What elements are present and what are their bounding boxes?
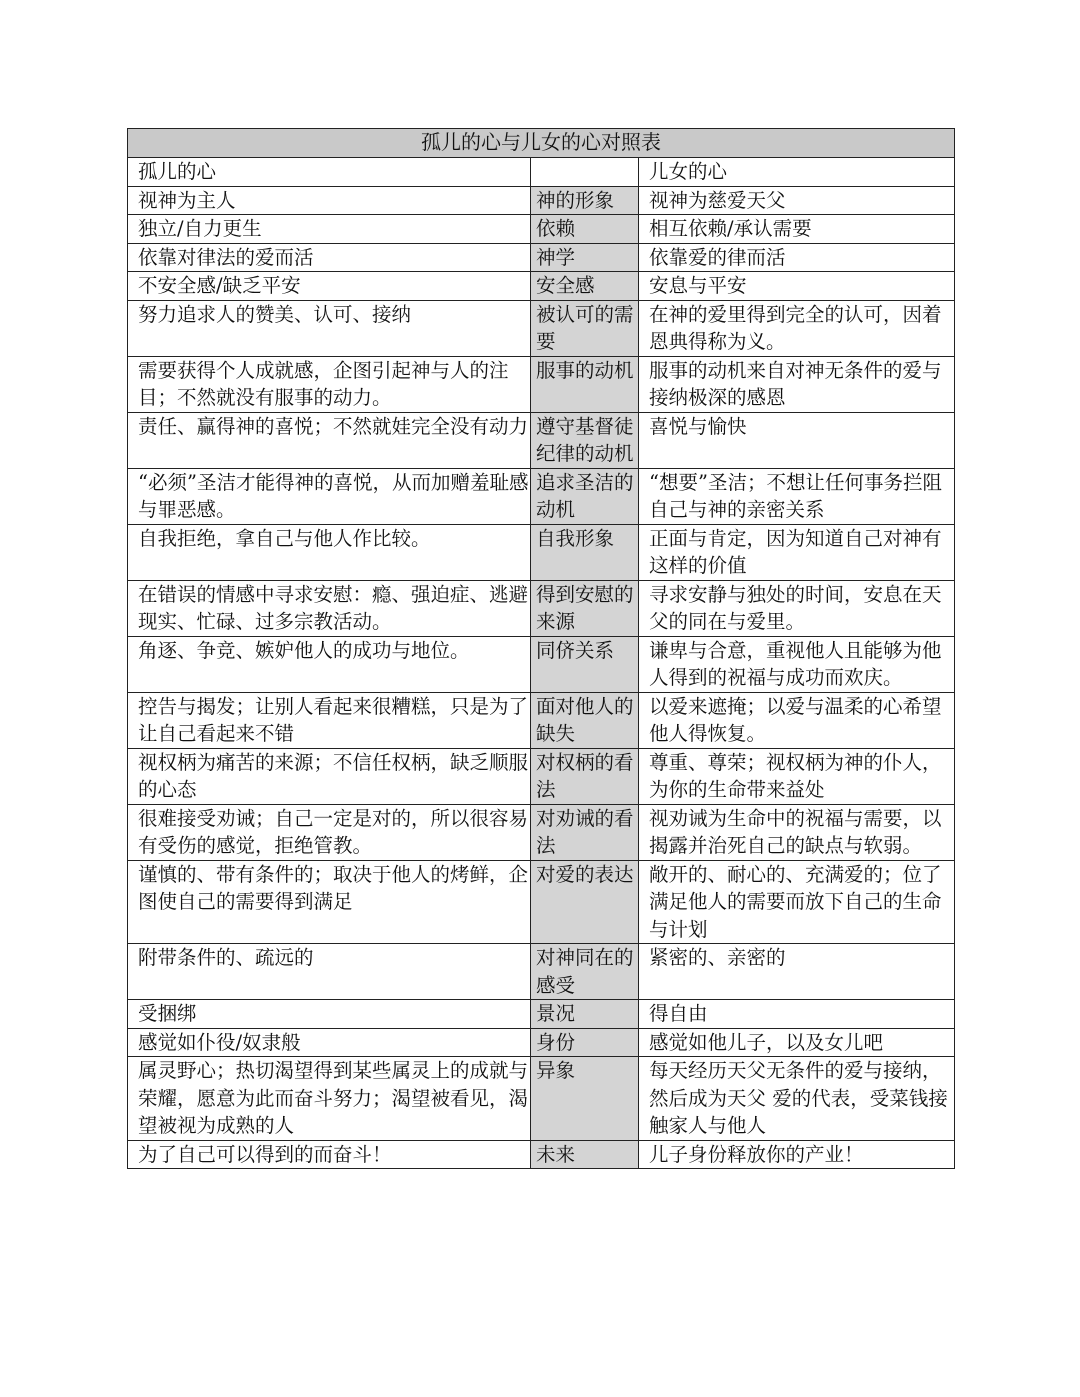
row-children-cell: 紧密的、亲密的 bbox=[639, 944, 955, 1000]
header-children-heart: 儿女的心 bbox=[639, 158, 955, 187]
table-row bbox=[128, 1140, 955, 1169]
header-orphan-heart: 孤儿的心 bbox=[128, 158, 531, 187]
row-orphan-cell: 责任、赢得神的喜悦；不然就娃完全没有动力 bbox=[128, 412, 531, 468]
table-row bbox=[128, 692, 955, 748]
row-aspect-cell: 遵守基督徒纪律的动机 bbox=[531, 412, 639, 468]
row-children-cell: 安息与平安 bbox=[639, 272, 955, 301]
table-row bbox=[128, 215, 955, 244]
table-row bbox=[128, 1028, 955, 1057]
row-children-cell: 视劝诫为生命中的祝福与需要，以揭露并治死自己的缺点与软弱。 bbox=[639, 804, 955, 860]
table-row bbox=[128, 944, 955, 1000]
row-aspect-cell: 服事的动机 bbox=[531, 356, 639, 412]
table-row bbox=[128, 748, 955, 804]
row-orphan-cell: 角逐、争竞、嫉妒他人的成功与地位。 bbox=[128, 636, 531, 692]
row-aspect-cell: 对劝诫的看法 bbox=[531, 804, 639, 860]
header-middle bbox=[531, 158, 639, 187]
row-children-cell: 喜悦与愉快 bbox=[639, 412, 955, 468]
table-title: 孤儿的心与儿女的心对照表 bbox=[128, 129, 955, 158]
row-aspect-cell: 神的形象 bbox=[531, 186, 639, 215]
title-row bbox=[128, 129, 955, 158]
row-aspect-cell: 神学 bbox=[531, 243, 639, 272]
row-children-cell: 每天经历天父无条件的爱与接纳，然后成为天父 爱的代表，受菜钱接触家人与他人 bbox=[639, 1057, 955, 1141]
row-aspect-cell: 异象 bbox=[531, 1057, 639, 1141]
row-orphan-cell: 很难接受劝诫；自己一定是对的，所以很容易有受伤的感觉，拒绝管教。 bbox=[128, 804, 531, 860]
table-row bbox=[128, 636, 955, 692]
row-aspect-cell: 得到安慰的来源 bbox=[531, 580, 639, 636]
row-aspect-cell: 身份 bbox=[531, 1028, 639, 1057]
row-orphan-cell: 属灵野心；热切渴望得到某些属灵上的成就与荣耀，愿意为此而奋斗努力；渴望被看见，渴望被视为成熟的人 bbox=[128, 1057, 531, 1141]
row-orphan-cell: 为了自己可以得到的而奋斗！ bbox=[128, 1140, 531, 1169]
table-row bbox=[128, 1057, 955, 1141]
row-aspect-cell: 景况 bbox=[531, 1000, 639, 1029]
table-row bbox=[128, 1000, 955, 1029]
row-aspect-cell: 面对他人的缺失 bbox=[531, 692, 639, 748]
row-aspect-cell: 追求圣洁的动机 bbox=[531, 468, 639, 524]
table-row bbox=[128, 272, 955, 301]
row-orphan-cell: 附带条件的、疏远的 bbox=[128, 944, 531, 1000]
table-row bbox=[128, 243, 955, 272]
row-children-cell: 敞开的、耐心的、充满爱的；位了满足他人的需要而放下自己的生命与计划 bbox=[639, 860, 955, 944]
row-orphan-cell: 需要获得个人成就感，企图引起神与人的注目；不然就没有服事的动力。 bbox=[128, 356, 531, 412]
document-page bbox=[127, 128, 954, 1169]
row-children-cell: 依靠爱的律而活 bbox=[639, 243, 955, 272]
row-children-cell: 儿子身份释放你的产业！ bbox=[639, 1140, 955, 1169]
comparison-table bbox=[127, 128, 955, 1169]
row-orphan-cell: 感觉如仆役/奴隶般 bbox=[128, 1028, 531, 1057]
row-aspect-cell: 同侪关系 bbox=[531, 636, 639, 692]
row-children-cell: 谦卑与合意，重视他人且能够为他人得到的祝福与成功而欢庆。 bbox=[639, 636, 955, 692]
table-row bbox=[128, 524, 955, 580]
row-aspect-cell: 对权柄的看法 bbox=[531, 748, 639, 804]
row-orphan-cell: 努力追求人的赞美、认可、接纳 bbox=[128, 300, 531, 356]
table-row bbox=[128, 468, 955, 524]
row-aspect-cell: 对爱的表达 bbox=[531, 860, 639, 944]
row-orphan-cell: 控告与揭发；让别人看起来很糟糕，只是为了让自己看起来不错 bbox=[128, 692, 531, 748]
header-row bbox=[128, 158, 955, 187]
row-children-cell: 得自由 bbox=[639, 1000, 955, 1029]
row-orphan-cell: 受捆绑 bbox=[128, 1000, 531, 1029]
row-aspect-cell: 自我形象 bbox=[531, 524, 639, 580]
row-orphan-cell: 视神为主人 bbox=[128, 186, 531, 215]
row-children-cell: 视神为慈爱天父 bbox=[639, 186, 955, 215]
row-orphan-cell: 视权柄为痛苦的来源；不信任权柄，缺乏顺服的心态 bbox=[128, 748, 531, 804]
row-children-cell: “想要”圣洁；不想让任何事务拦阻自己与神的亲密关系 bbox=[639, 468, 955, 524]
row-children-cell: 服事的动机来自对神无条件的爱与接纳极深的感恩 bbox=[639, 356, 955, 412]
table-row bbox=[128, 412, 955, 468]
row-children-cell: 相互依赖/承认需要 bbox=[639, 215, 955, 244]
row-children-cell: 正面与肯定，因为知道自己对神有这样的价值 bbox=[639, 524, 955, 580]
row-orphan-cell: 独立/自力更生 bbox=[128, 215, 531, 244]
row-aspect-cell: 对神同在的感受 bbox=[531, 944, 639, 1000]
table-row bbox=[128, 804, 955, 860]
row-aspect-cell: 被认可的需要 bbox=[531, 300, 639, 356]
row-children-cell: 在神的爱里得到完全的认可，因着恩典得称为义。 bbox=[639, 300, 955, 356]
table-row bbox=[128, 580, 955, 636]
table-row bbox=[128, 356, 955, 412]
row-orphan-cell: 自我拒绝，拿自己与他人作比较。 bbox=[128, 524, 531, 580]
row-orphan-cell: 不安全感/缺乏平安 bbox=[128, 272, 531, 301]
row-orphan-cell: 在错误的情感中寻求安慰：瘾、强迫症、逃避现实、忙碌、过多宗教活动。 bbox=[128, 580, 531, 636]
table-row bbox=[128, 860, 955, 944]
row-aspect-cell: 依赖 bbox=[531, 215, 639, 244]
row-orphan-cell: 依靠对律法的爱而活 bbox=[128, 243, 531, 272]
row-aspect-cell: 未来 bbox=[531, 1140, 639, 1169]
row-children-cell: 寻求安静与独处的时间，安息在天父的同在与爱里。 bbox=[639, 580, 955, 636]
row-children-cell: 尊重、尊荣；视权柄为神的仆人，为你的生命带来益处 bbox=[639, 748, 955, 804]
row-aspect-cell: 安全感 bbox=[531, 272, 639, 301]
row-orphan-cell: “必须”圣洁才能得神的喜悦，从而加赠羞耻感与罪恶感。 bbox=[128, 468, 531, 524]
table-row bbox=[128, 186, 955, 215]
row-children-cell: 以爱来遮掩；以爱与温柔的心希望他人得恢复。 bbox=[639, 692, 955, 748]
table-row bbox=[128, 300, 955, 356]
row-children-cell: 感觉如他儿子，以及女儿吧 bbox=[639, 1028, 955, 1057]
row-orphan-cell: 谨慎的、带有条件的；取决于他人的烤鲜，企图使自己的需要得到满足 bbox=[128, 860, 531, 944]
